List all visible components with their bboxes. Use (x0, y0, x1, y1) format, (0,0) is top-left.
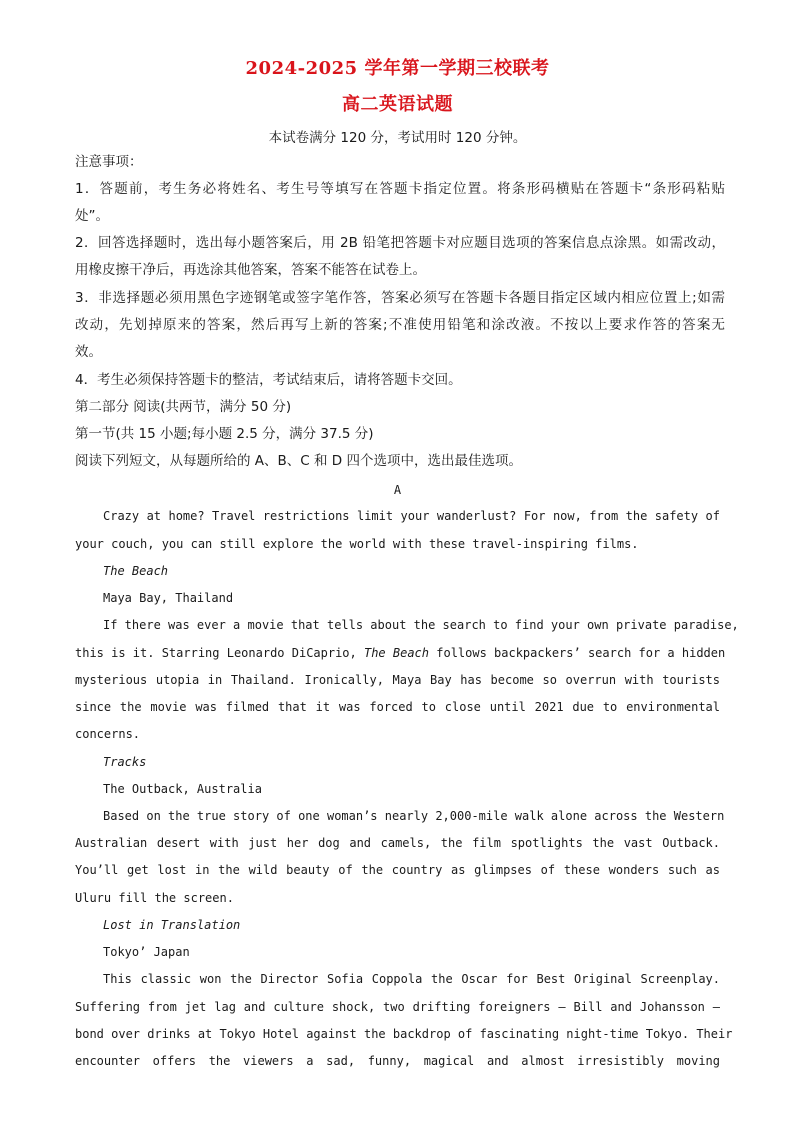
note-1-line-2: 处”。 (75, 208, 109, 224)
note-4: 4．考生必须保持答题卡的整洁，考试结束后，请将答题卡交回。 (75, 372, 462, 388)
film-1-line-2-end: follows backpackers’ search for a hidden (429, 646, 726, 660)
film-1-line-2 (75, 640, 726, 667)
intro-line-1: Crazy at home? Travel restrictions limit your wanderlust? For now, from the safety of (103, 509, 720, 523)
exam-info: 本试卷满分 120 分，考试用时 120 分钟。 (268, 130, 527, 146)
section-part: 第二部分 阅读(共两节，满分 50 分) (75, 399, 292, 415)
exam-subtitle: 高二英语试题 (342, 94, 453, 115)
note-3-line-3: 效。 (75, 344, 102, 360)
film-3-line-3: bond over drinks at Tokyo Hotel against the backdrop of fascinating night-time Tokyo. Their (75, 1027, 733, 1041)
notes-heading: 注意事项： (75, 154, 143, 170)
film-2-location: The Outback, Australia (103, 782, 262, 796)
note-2-line-1: 2．回答选择题时，选出每小题答案后，用 2B 铅笔把答题卡对应题目选项的答案信息点涂黑。如需改动， (75, 235, 725, 251)
section-instruction: 阅读下列短文，从每题所给的 A、B、C 和 D 四个选项中，选出最佳选项。 (75, 453, 522, 469)
film-2-line-1: Based on the true story of one woman’s nearly 2,000-mile walk alone across the Western (103, 809, 725, 823)
film-2-line-4: Uluru fill the screen. (75, 891, 234, 905)
film-2-line-3: You’ll get lost in the wild beauty of the country as glimpses of these wonders such as (75, 863, 720, 877)
film-3-title: Lost in Translation (103, 918, 241, 932)
film-1-line-4: since the movie was filmed that it was forced to close until 2021 due to environmental (75, 700, 720, 714)
film-1-title: The Beach (103, 564, 169, 578)
film-1-line-1: If there was ever a movie that tells about the search to find your own private paradise, (103, 618, 739, 632)
note-2-line-2: 用橡皮擦干净后，再选涂其他答案，答案不能答在试卷上。 (75, 262, 426, 278)
film-3-line-2: Suffering from jet lag and culture shock, two drifting foreigners — Bill and Johansson — (75, 1000, 720, 1014)
film-2-title: Tracks (103, 755, 147, 769)
note-3-line-2: 改动，先划掉原来的答案，然后再写上新的答案;不准使用铅笔和涂改液。不按以上要求作答的答案无 (75, 317, 725, 333)
film-1-line-5: concerns. (75, 727, 141, 741)
film-1-location: Maya Bay, Thailand (103, 591, 234, 605)
film-3-line-1: This classic won the Director Sofia Coppola the Oscar for Best Original Screenplay. (103, 972, 720, 986)
film-2-line-2: Australian desert with just her dog and camels, the film spotlights the vast Outback. (75, 836, 720, 850)
note-1-line-1: 1．答题前，考生务必将姓名、考生号等填写在答题卡指定位置。将条形码横贴在答题卡“条形码粘贴 (75, 181, 725, 197)
film-3-location: Tokyo’ Japan (103, 945, 190, 959)
film-1-line-2-start: this is it. Starring Leonardo DiCaprio, (75, 646, 364, 660)
section-subpart: 第一节(共 15 小题;每小题 2.5 分，满分 37.5 分) (75, 426, 374, 442)
passage-label: A (393, 483, 402, 497)
intro-line-2: your couch, you can still explore the world with these travel-inspiring films. (75, 537, 639, 551)
exam-title: 2024-2025 学年第一学期三校联考 (245, 58, 550, 79)
film-3-line-4: encounter offers the viewers a sad, funny, magical and almost irresistibly moving (75, 1054, 720, 1068)
note-3-line-1: 3．非选择题必须用黑色字迹钢笔或签字笔作答，答案必须写在答题卡各题目指定区域内相应位置上;如需 (75, 290, 725, 306)
film-1-line-3: mysterious utopia in Thailand. Ironically, Maya Bay has become so overrun with tourists (75, 673, 720, 687)
film-1-inline-title: The Beach (363, 646, 430, 660)
